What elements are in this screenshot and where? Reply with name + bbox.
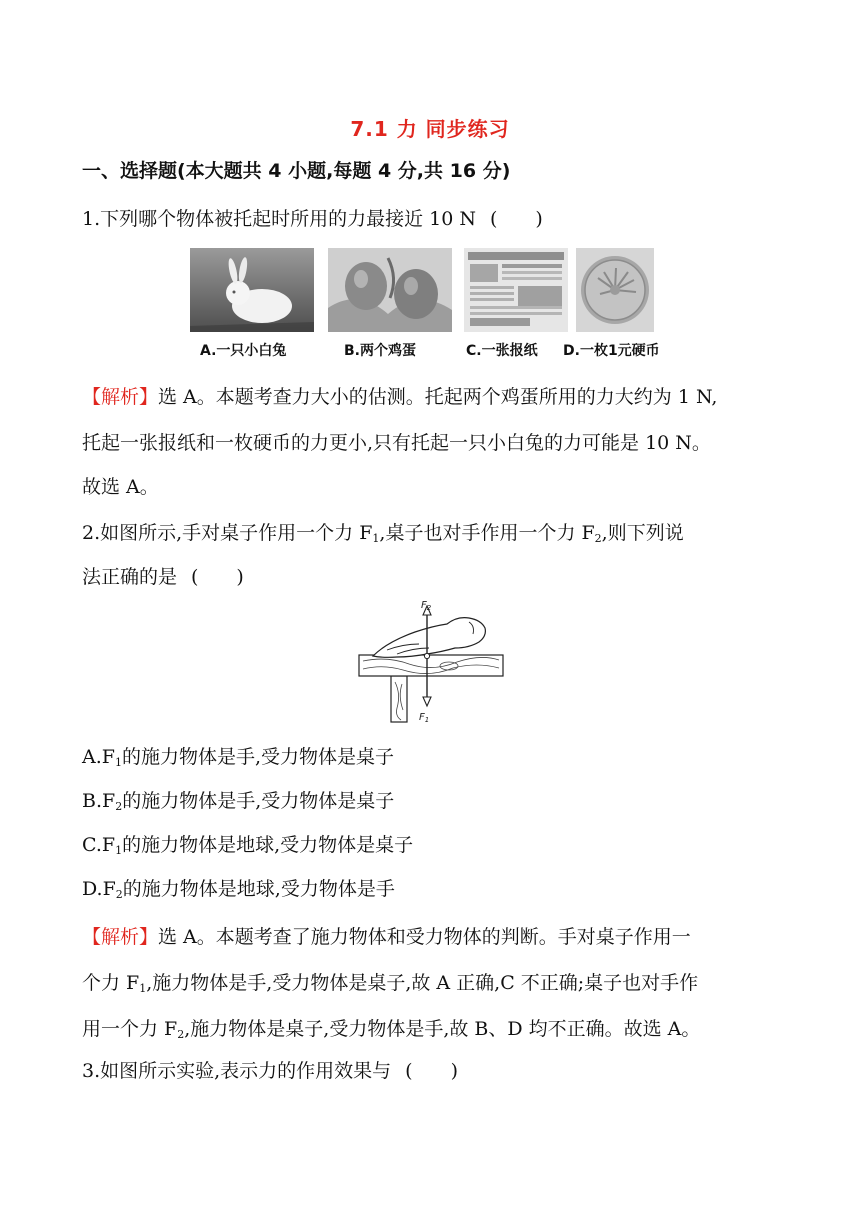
answer-blank: ( )	[191, 566, 244, 588]
f1-label: $F_1$	[419, 712, 430, 724]
eggs-image	[328, 248, 452, 332]
q2-analysis-line-2: 个力 $F_1$,施力物体是手,受力物体是桌子,故 A 正确,C 不正确;桌子也对手作	[82, 972, 699, 995]
q2-sub-2: 2	[594, 532, 602, 545]
option-b-caption: B.两个鸡蛋	[344, 343, 416, 359]
question-2-stem	[82, 520, 684, 546]
question-1-stem	[82, 206, 543, 232]
newspaper-image	[464, 248, 568, 332]
q2-sub-1: 1	[372, 532, 380, 545]
analysis-label: 【解析】	[82, 386, 159, 408]
analysis-text: 选 A。本题考查力大小的估测。托起两个鸡蛋所用的力大约为 1 N,	[158, 386, 718, 408]
q2-analysis-line-1	[82, 924, 691, 950]
question-1-text: 1.下列哪个物体被托起时所用的力最接近 10 N	[82, 208, 477, 230]
f2-label: $F_2$	[421, 600, 432, 612]
q1-analysis-line-2: 托起一张报纸和一枚硬币的力更小,只有托起一只小白兔的力可能是 10 N。	[82, 432, 711, 454]
q2-text-b: ,桌子也对手作用一个力 F	[379, 522, 595, 544]
analysis-text: 选 A。本题考查了施力物体和受力物体的判断。手对桌子作用一	[158, 926, 691, 948]
option-c-caption: C.一张报纸	[466, 343, 538, 359]
q2-option-d: $D.F_2$的施力物体是地球,受力物体是手	[82, 878, 395, 901]
section-heading: 一、选择题(本大题共 4 小题,每题 4 分,共 16 分)	[82, 160, 511, 182]
answer-blank: ( )	[405, 1060, 458, 1082]
page-title: 7.1 力 同步练习	[350, 117, 510, 141]
q1-analysis-line-3: 故选 A。	[82, 476, 159, 498]
q2-analysis-line-3: 用一个力 $F_2$,施力物体是桌子,受力物体是手,故 B、D 均不正确。故选 A。	[82, 1018, 701, 1041]
option-d-caption: D.一枚1元硬币	[563, 343, 660, 359]
question-3-stem	[82, 1058, 458, 1084]
question-2-stem-line-2	[82, 564, 244, 590]
option-a-caption: A.一只小白兔	[200, 343, 287, 359]
q2-option-c: $C.F_1$的施力物体是地球,受力物体是桌子	[82, 834, 414, 857]
q2-option-a: $A.F_1$的施力物体是手,受力物体是桌子	[82, 746, 394, 769]
q2-text-c: ,则下列说	[601, 522, 684, 544]
q2-option-b: $B.F_2$的施力物体是手,受力物体是桌子	[82, 790, 395, 813]
q1-analysis-line-1	[82, 384, 717, 410]
hand-table-diagram	[357, 598, 505, 724]
answer-blank: ( )	[490, 208, 543, 230]
analysis-label: 【解析】	[82, 926, 159, 948]
coin-image	[576, 248, 654, 332]
question-3-text: 3.如图所示实验,表示力的作用效果与	[82, 1060, 392, 1082]
q2-text-a: 2.如图所示,手对桌子作用一个力 F	[82, 522, 373, 544]
q2-text-line2: 法正确的是	[82, 566, 178, 588]
rabbit-image	[190, 248, 314, 332]
